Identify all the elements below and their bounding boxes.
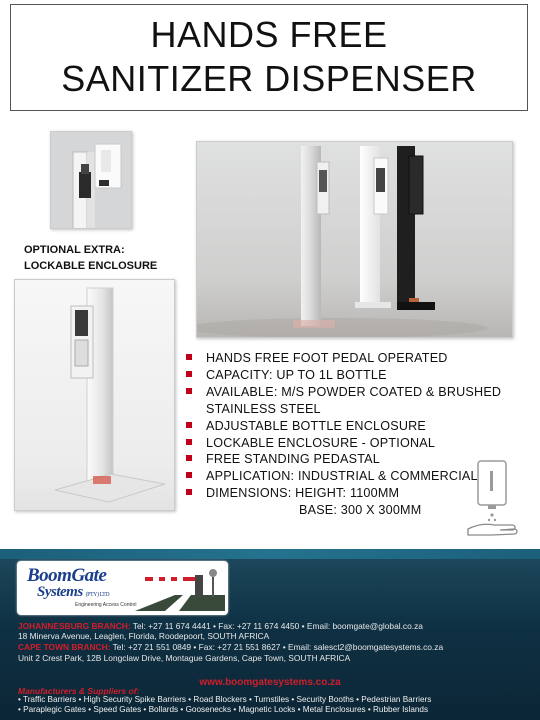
website-link[interactable]: www.boomgatesystems.co.za [199, 677, 341, 688]
bullet-icon [186, 371, 192, 377]
footer-band [0, 549, 540, 559]
bullet-icon [186, 422, 192, 428]
steel-dispenser-photo [14, 279, 175, 511]
logo-wordmark: BoomGate Systems (PTY) LTD [27, 565, 110, 600]
manufacturers-heading: Manufacturers & Suppliers of: [18, 686, 140, 696]
boom-gate-icon [135, 565, 225, 611]
feature-item: CAPACITY: UP TO 1L BOTTLE [184, 367, 534, 384]
products-line-2: • Paraplegic Gates • Speed Gates • Bollards • Goosenecks • Magnetic Locks • Metal Enclosures • Rubber Islands [18, 705, 429, 714]
dispensers-photo [196, 141, 513, 338]
feature-item: LOCKABLE ENCLOSURE - OPTIONAL [184, 435, 534, 452]
feature-item: DIMENSIONS: HEIGHT: 1100MM BASE: 300 X 300MM [184, 485, 534, 519]
bullet-icon [186, 472, 192, 478]
feature-item: HANDS FREE FOOT PEDAL OPERATED [184, 350, 534, 367]
bullet-icon [186, 354, 192, 360]
products-line-1: • Traffic Barriers • High Security Spike Barriers • Road Blockers • Turnstiles • Security Booths • Pedestrian Barriers [18, 695, 432, 704]
caption-line-1: OPTIONAL EXTRA: [24, 244, 125, 256]
steel-dispenser-illustration [15, 280, 175, 511]
feature-item: ADJUSTABLE BOTTLE ENCLOSURE [184, 418, 534, 435]
cpt-address: Unit 2 Crest Park, 12B Longclaw Drive, Montague Gardens, Cape Town, SOUTH AFRICA [18, 653, 351, 663]
company-logo [17, 561, 228, 615]
feature-item: APPLICATION: INDUSTRIAL & COMMERCIAL [184, 468, 534, 485]
caption-line-2: LOCKABLE ENCLOSURE [24, 260, 158, 272]
cpt-contact-line: CAPE TOWN BRANCH: Tel: +27 21 551 0849 • Fax: +27 21 551 8627 • Email: salesct2@boomgatesystems.co.za [18, 642, 444, 652]
bullet-icon [186, 388, 192, 394]
dimensions-base: BASE: 300 X 300MM [299, 503, 422, 518]
jhb-address: 18 Minerva Avenue, Leaglen, Florida, Roodepoort, SOUTH AFRICA [18, 631, 270, 641]
hand-sanitizer-icon [462, 459, 526, 543]
lockable-enclosure-photo [50, 131, 132, 229]
bullet-icon [186, 439, 192, 445]
feature-item: FREE STANDING PEDASTAL [184, 451, 534, 468]
bullet-icon [186, 489, 192, 495]
feature-item: AVAILABLE: M/S POWDER COATED & BRUSHED STAINLESS STEEL [184, 384, 534, 418]
enclosure-illustration [51, 132, 132, 229]
title-line-2: SANITIZER DISPENSER [61, 58, 477, 99]
three-dispensers-illustration [197, 142, 513, 338]
optional-extra-caption [24, 242, 184, 274]
logo-tagline: Engineering Access Control [75, 602, 137, 608]
title-box [10, 4, 528, 111]
jhb-contact-line: JOHANNESBURG BRANCH: Tel: +27 11 674 4441 • Fax: +27 11 674 4450 • Email: boomgate@global.co.za [18, 621, 423, 631]
title-line-1: HANDS FREE [150, 14, 388, 55]
bullet-icon [186, 455, 192, 461]
